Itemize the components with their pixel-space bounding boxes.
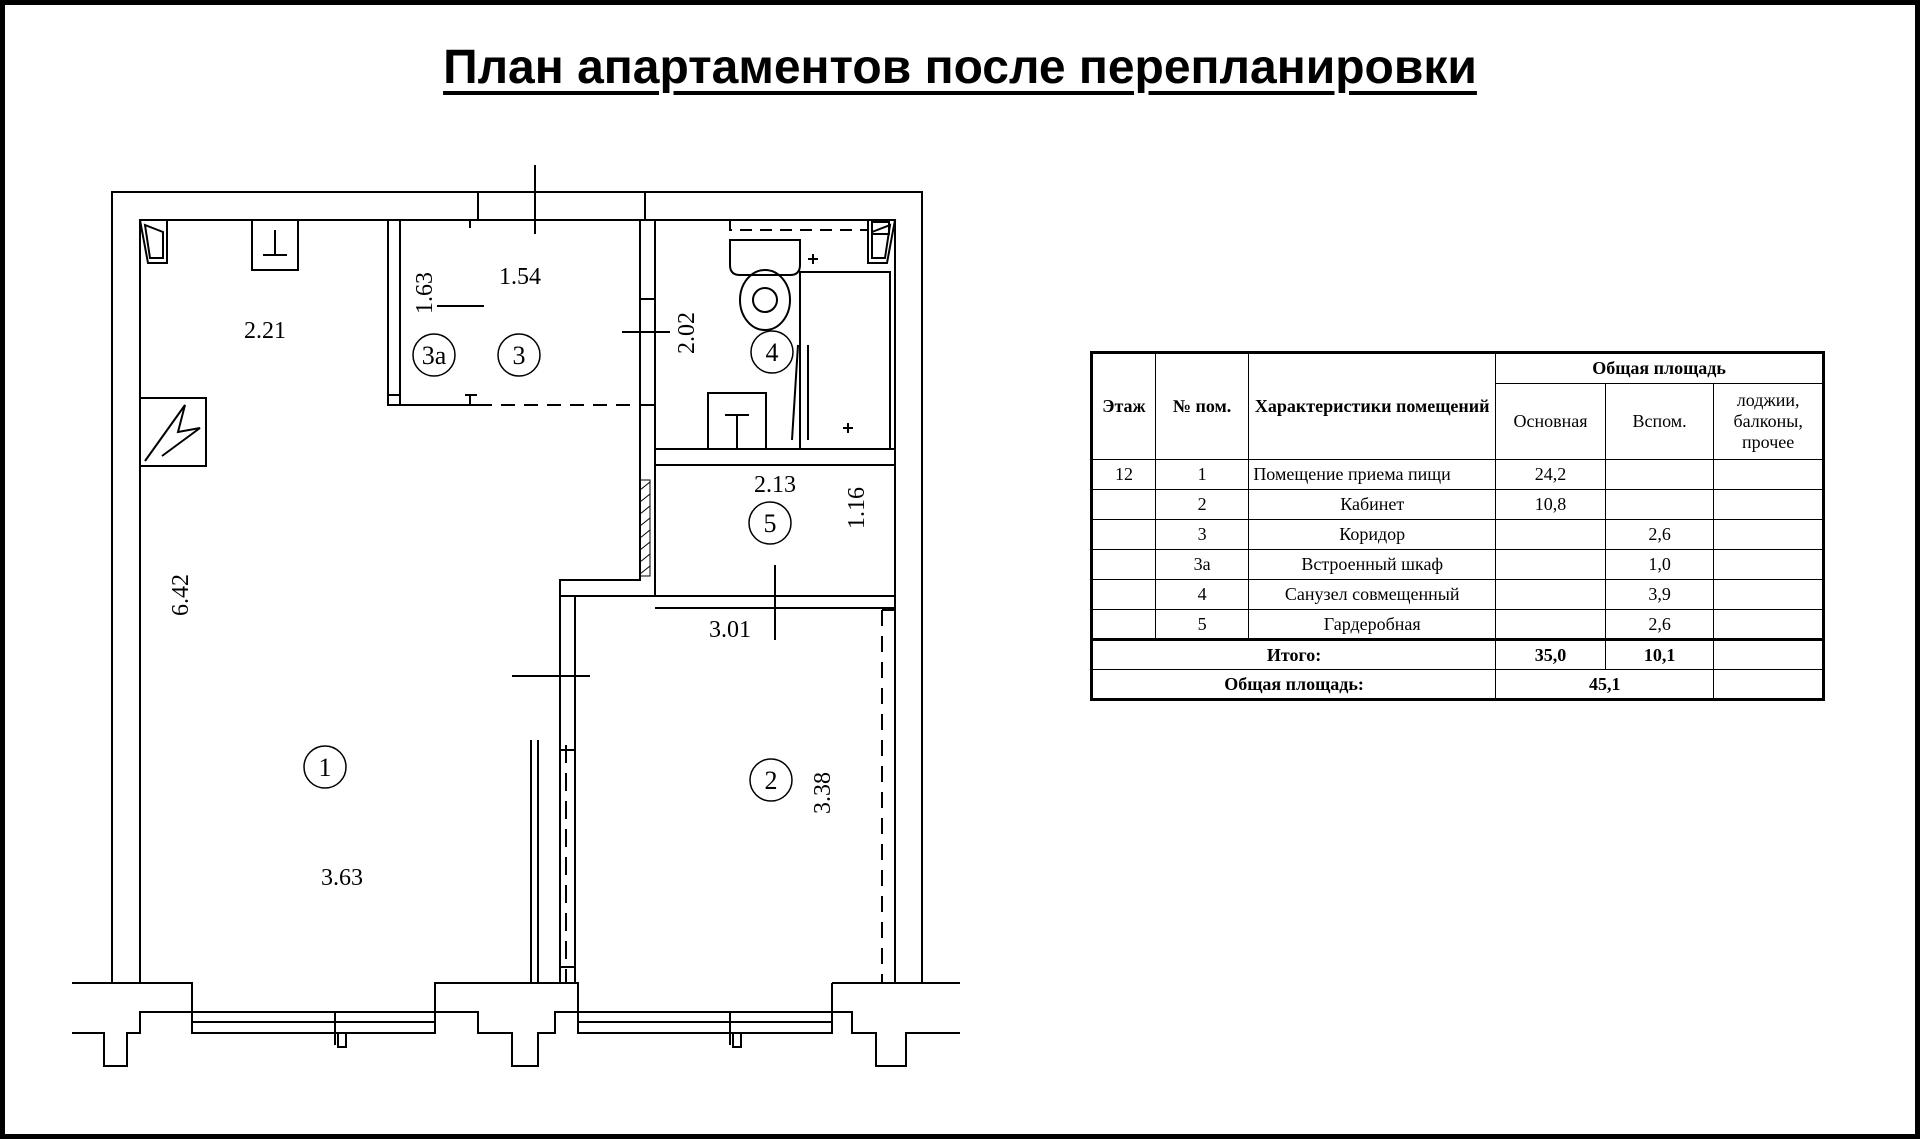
room-number-5: 5: [763, 509, 777, 538]
cell-other: [1714, 490, 1824, 520]
dim-3-01: 3.01: [709, 617, 751, 643]
cell-other: [1714, 580, 1824, 610]
header-characteristics: Характеристики помещений: [1249, 353, 1496, 460]
bathroom-walls: [560, 220, 895, 983]
bathroom-fixtures: [708, 220, 890, 449]
dim-1-54: 1.54: [499, 264, 541, 290]
table-row: [1092, 580, 1824, 610]
cell-other: [1714, 550, 1824, 580]
cell-name: Помещение приема пищи: [1249, 460, 1496, 490]
header-floor: Этаж: [1092, 353, 1156, 460]
dim-6-42: 6.42: [168, 574, 194, 616]
grand-total-label: Общая площадь:: [1092, 670, 1496, 700]
room-number-3: 3: [512, 341, 526, 370]
cell-aux: 3,9: [1605, 580, 1713, 610]
vent-shafts: [140, 220, 895, 270]
page-title-text: План апартаментов после перепланировки: [443, 41, 1477, 94]
cell-aux: [1605, 460, 1713, 490]
cell-other: [1714, 610, 1824, 640]
cell-floor: [1092, 550, 1156, 580]
cell-aux: 1,0: [1605, 550, 1713, 580]
dim-2-02: 2.02: [674, 312, 700, 354]
cell-main: 24,2: [1496, 460, 1606, 490]
header-other: лоджии, балконы, прочее: [1714, 384, 1824, 460]
cell-aux: [1605, 490, 1713, 520]
cell-name: Санузел совмещенный: [1249, 580, 1496, 610]
cell-room-no: 4: [1155, 580, 1248, 610]
total-row: [1092, 640, 1824, 670]
cell-room-no: 3а: [1155, 550, 1248, 580]
grand-total-value: 45,1: [1496, 670, 1714, 700]
cell-room-no: 3: [1155, 520, 1248, 550]
cell-main: [1496, 580, 1606, 610]
cell-main: [1496, 550, 1606, 580]
cell-floor: [1092, 580, 1156, 610]
header-main: Основная: [1496, 384, 1606, 460]
dim-3-63: 3.63: [321, 865, 363, 891]
total-label: Итого:: [1092, 640, 1496, 670]
cell-main: 10,8: [1496, 490, 1606, 520]
total-other: [1714, 640, 1824, 670]
table-row: [1092, 460, 1824, 490]
cell-aux: 2,6: [1605, 520, 1713, 550]
cell-floor: [1092, 490, 1156, 520]
cell-aux: 2,6: [1605, 610, 1713, 640]
cell-room-no: 2: [1155, 490, 1248, 520]
area-table: [1090, 351, 1825, 701]
total-main: 35,0: [1496, 640, 1606, 670]
cell-room-no: 1: [1155, 460, 1248, 490]
grand-total-row: [1092, 670, 1824, 700]
dim-1-16: 1.16: [844, 487, 870, 529]
table-row: [1092, 550, 1824, 580]
room-number-4: 4: [765, 338, 779, 367]
cell-other: [1714, 520, 1824, 550]
cell-room-no: 5: [1155, 610, 1248, 640]
table-row: [1092, 520, 1824, 550]
header-aux: Вспом.: [1605, 384, 1713, 460]
cell-name: Встроенный шкаф: [1249, 550, 1496, 580]
room-number-2: 2: [764, 766, 778, 795]
dim-3-38: 3.38: [810, 772, 836, 814]
table-row: [1092, 610, 1824, 640]
dim-1-63: 1.63: [412, 272, 438, 314]
table-row: [1092, 490, 1824, 520]
grand-total-empty: [1714, 670, 1824, 700]
header-total-area: Общая площадь: [1496, 353, 1824, 384]
dim-2-21: 2.21: [244, 318, 286, 344]
room-number-3a: 3а: [421, 341, 447, 370]
cell-main: [1496, 520, 1606, 550]
room-number-1: 1: [318, 753, 332, 782]
cell-name: Гардеробная: [1249, 610, 1496, 640]
cell-floor: 12: [1092, 460, 1156, 490]
dim-2-13: 2.13: [754, 472, 796, 498]
electrical-panel: [140, 398, 206, 466]
cell-name: Кабинет: [1249, 490, 1496, 520]
cell-main: [1496, 610, 1606, 640]
cell-floor: [1092, 610, 1156, 640]
facade-piers: [72, 983, 960, 1066]
total-aux: 10,1: [1605, 640, 1713, 670]
header-room-no: № пом.: [1155, 353, 1248, 460]
cell-floor: [1092, 520, 1156, 550]
cell-other: [1714, 460, 1824, 490]
cabinet-walls: [531, 610, 895, 983]
cell-name: Коридор: [1249, 520, 1496, 550]
